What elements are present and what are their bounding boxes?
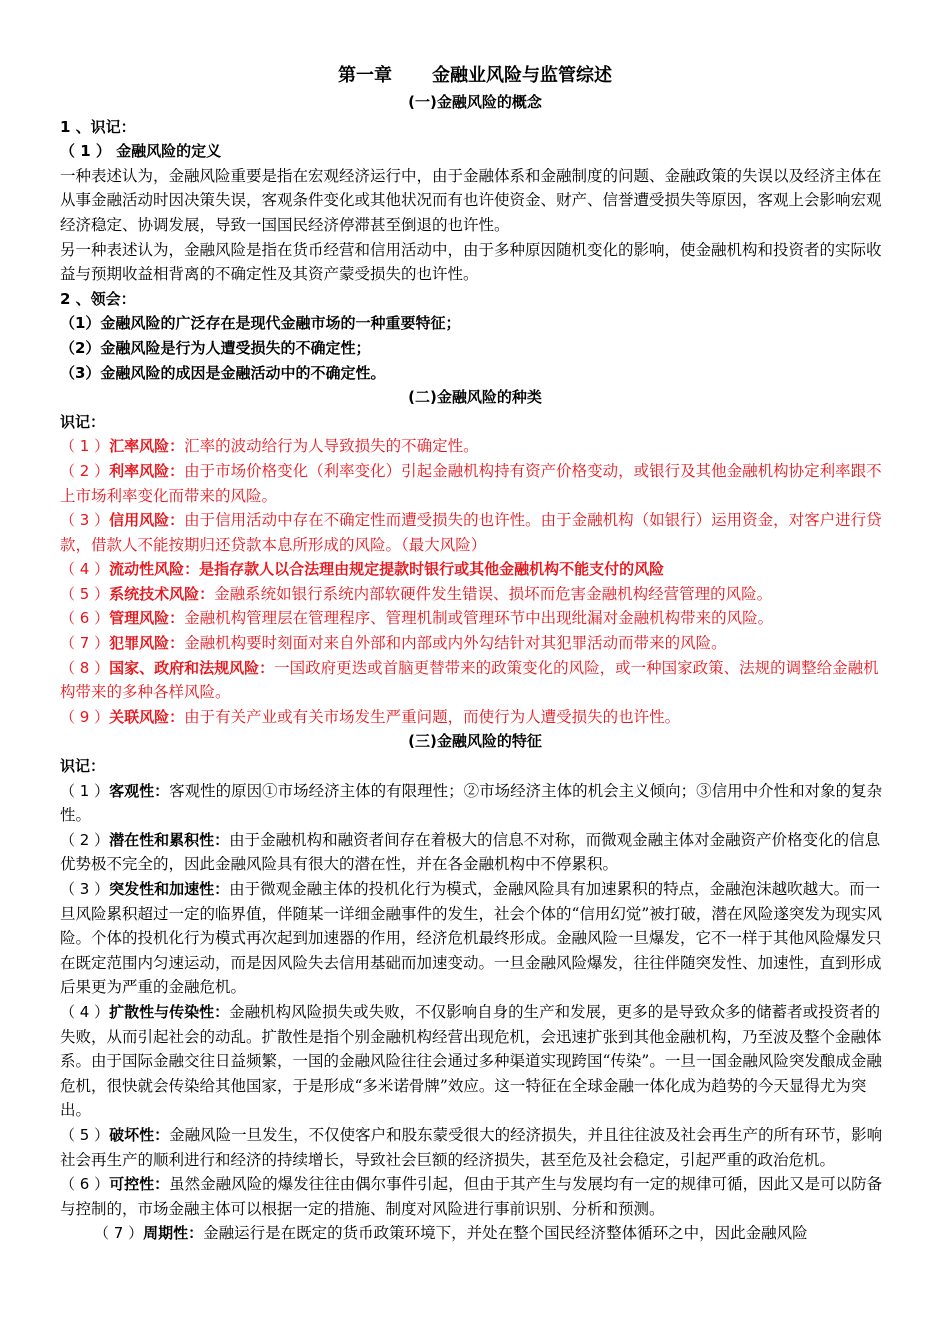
item-description: 金融机构要时刻面对来自外部和内部或内外勾结针对其犯罪活动而带来的风险。: [184, 634, 727, 653]
list-item: [60, 877, 890, 1000]
chapter-name: 金融业风险与监管综述: [432, 65, 612, 86]
list-item: [60, 606, 890, 631]
item-number: （ 7 ）: [94, 1224, 144, 1243]
item-description: 金融风险一旦发生，不仅使客户和股东蒙受很大的经济损失，并且往往波及社会再生产的所有环节，影响社会再生产的顺利进行和经济的持续增长，导致社会巨额的经济损失，甚至危及社会稳定，引起严重的政治危机。: [60, 1125, 883, 1169]
item-term: 扩散性与传染性：: [109, 1002, 230, 1021]
item-term: 关联风险：: [109, 707, 185, 726]
chapter-title: [60, 62, 890, 90]
item-term: 周期性：: [143, 1224, 204, 1243]
item-term: 潜在性和累积性：: [109, 830, 230, 849]
risk-features-list: [60, 779, 890, 1246]
item-number: （ 3 ）: [60, 880, 110, 898]
item-description: 虽然金融风险的爆发往往由偶尔事件引起，但由于其产生与发展均有一定的规律可循，因此又是可以防备与控制的，市场金融主体可以根据一定的措施、制度对风险进行事前识别、分析和预测。: [60, 1175, 883, 1218]
item-description: 金融系统如银行系统内部软硬件发生错误、损坏而危害金融机构经营管理的风险。: [214, 584, 773, 603]
section2-heading: (二)金融风险的种类: [408, 388, 542, 407]
definition-paragraph-2: 另一种表述认为，金融风险是指在货币经营和信用活动中，由于多种原因随机变化的影响，使金融机构和投资者的实际收益与预期收益相背离的不确定性及其资产蒙受损失的也许性。: [60, 240, 882, 284]
item-term: 突发性和加速性：: [109, 880, 230, 898]
list-item: [60, 434, 890, 459]
item-number: （ 6 ）: [60, 1175, 110, 1194]
item-description: 由于信用活动中存在不确定性而遭受损失的也许性。由于金融机构（如银行）运用资金，对客户进行贷款，借款人不能按期归还贷款本息所形成的风险。（最大风险）: [60, 511, 882, 554]
item-number: （ 3 ）: [60, 511, 110, 530]
list-item: [60, 1221, 890, 1246]
item-number: （ 5 ）: [60, 1125, 110, 1144]
understand-point-3: （3）金融风险的成因是金融活动中的不确定性。: [60, 363, 386, 382]
recall-label: 1 、识记：: [60, 117, 136, 136]
item-term: 流动性风险：: [109, 560, 200, 579]
item-description: 金融机构风险损失或失败，不仅影响自身的生产和发展，更多的是导致众多的储蓄者或投资者的失败，从而引起社会的动乱。扩散性是指个别金融机构经营出现危机，会迅速扩张到其他金融机构，乃至波及整个金融体系。由于国际金融交往日益频繁，一国的金融风险往往会通过多种渠道实现跨国“传染”。一旦一国金融风险突发酿成金融危机，很快就会传染给其他国家，于是形成“多米诺骨牌”效应。这一特征在全球金融一体化成为趋势的今天显得尤为突出。: [60, 1002, 882, 1120]
list-item: [60, 582, 890, 607]
list-item: [60, 459, 890, 508]
item-number: （ 9 ）: [60, 707, 110, 726]
item-description: 由于微观金融主体的投机化行为模式，金融风险具有加速累积的特点，金融泡沫越吹越大。而一旦风险累积超过一定的临界值，伴随某一详细金融事件的发生，社会个体的“信用幻觉”被打破，潜在风险遂突发为现实风险。个体的投机化行为模式再次起到加速器的作用，经济危机最终形成。金融风险一旦爆发，它不一样于其他风险爆发只在既定范围内匀速运动，而是因风险失去信用基础而加速变动。一旦金融风险爆发，往往伴随突发性、加速性，直到形成后果更为严重的金融危机。: [60, 880, 882, 997]
item-number: （ 4 ）: [60, 1002, 110, 1021]
item-term: 客观性：: [109, 781, 170, 800]
item-term: 管理风险：: [109, 609, 185, 628]
item-term: 利率风险：: [109, 461, 185, 480]
list-item: [60, 1123, 890, 1172]
item-term: 国家、政府和法规风险：: [109, 658, 275, 677]
item-number: （ 6 ）: [60, 609, 110, 628]
item-number: （ 2 ）: [60, 830, 110, 849]
list-item: [60, 557, 890, 582]
list-item: [60, 1172, 890, 1221]
item-term: 系统技术风险：: [109, 584, 215, 603]
section2-recall-label: 识记：: [60, 412, 106, 431]
item-number: （ 4 ）: [60, 560, 110, 579]
list-item: [60, 656, 890, 705]
item-description: 由于金融机构和融资者间存在着极大的信息不对称，而微观金融主体对金融资产价格变化的信息优势极不完全的，因此金融风险具有很大的潜在性，并在各金融机构中不停累积。: [60, 830, 881, 874]
list-item: [60, 508, 890, 557]
risk-types-list: [60, 434, 890, 729]
chapter-number: 第一章: [338, 65, 392, 86]
item-term: 汇率风险：: [109, 437, 185, 456]
list-item: [60, 828, 890, 877]
item-number: （ 5 ）: [60, 584, 110, 603]
item-description: 金融机构管理层在管理程序、管理机制或管理环节中出现纰漏对金融机构带来的风险。: [184, 609, 774, 628]
item-number: （ 1 ）: [60, 781, 110, 800]
item-number: （ 1 ）: [60, 437, 110, 456]
list-item: [60, 1000, 890, 1123]
understand-label: 2 、领会：: [60, 289, 136, 308]
item-term: 破坏性：: [109, 1125, 170, 1144]
section3-heading: (三)金融风险的特征: [408, 732, 542, 751]
item-description: 金融运行是在既定的货币政策环境下，并处在整个国民经济整体循环之中，因此金融风险: [203, 1224, 808, 1243]
document-page: [60, 62, 890, 1246]
item-term: 信用风险：: [109, 511, 185, 530]
item-description: 由于有关产业或有关市场发生严重问题，而使行为人遭受损失的也许性。: [184, 707, 681, 726]
item-description: 一国政府更迭或首脑更替带来的政策变化的风险，或一种国家政策、法规的调整给金融机构带来的多种各样风险。: [60, 658, 879, 702]
item-description: 客观性的原因①市场经济主体的有限理性；②市场经济主体的机会主义倾向；③信用中介性和对象的复杂性。: [60, 781, 883, 825]
list-item: [60, 705, 890, 730]
item-term: 可控性：: [109, 1175, 170, 1194]
item-description: 由于市场价格变化（利率变化）引起金融机构持有资产价格变动，或银行及其他金融机构协定利率跟不上市场利率变化而带来的风险。: [60, 461, 882, 505]
definition-paragraph-1: 一种表述认为，金融风险重要是指在宏观经济运行中，由于金融体系和金融制度的问题、金融政策的失误以及经济主体在从事金融活动时因决策失误，客观条件变化或其他状况而有也许使资金、财产、信誉遭受损失等原因，客观上会影响宏观经济稳定、协调发展，导致一国国民经济停滞甚至倒退的也许性。: [60, 166, 882, 234]
item-number: （ 7 ）: [60, 634, 110, 653]
definition-label: （ 1 ） 金融风险的定义: [60, 142, 222, 161]
list-item: [60, 631, 890, 656]
understand-point-1: （1）金融风险的广泛存在是现代金融市场的一种重要特征；: [60, 314, 461, 333]
section1-heading: (一)金融风险的概念: [408, 93, 542, 111]
item-number: （ 2 ）: [60, 461, 110, 480]
section3-recall-label: 识记：: [60, 757, 106, 776]
item-number: （ 8 ）: [60, 658, 110, 677]
item-description: 是指存款人以合法理由规定提款时银行或其他金融机构不能支付的风险: [199, 560, 665, 579]
list-item: [60, 779, 890, 828]
understand-point-2: （2）金融风险是行为人遭受损失的不确定性；: [60, 338, 371, 357]
item-term: 犯罪风险：: [109, 634, 185, 653]
item-description: 汇率的波动给行为人导致损失的不确定性。: [184, 437, 479, 456]
